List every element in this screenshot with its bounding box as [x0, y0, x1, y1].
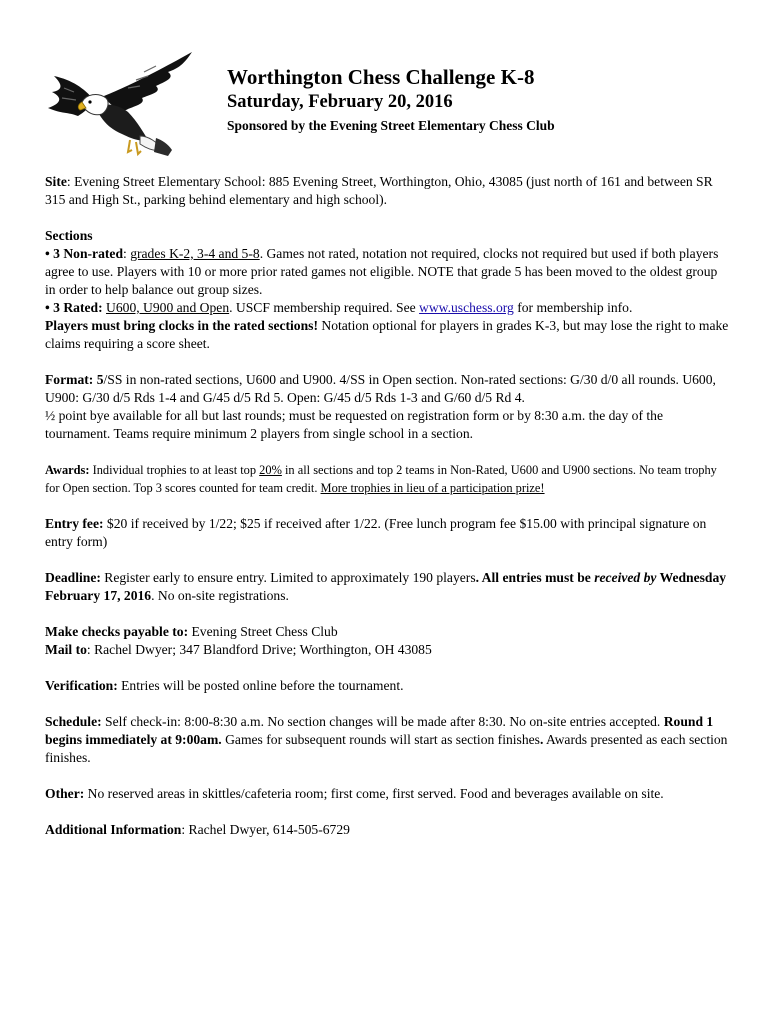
sections-heading: Sections — [45, 228, 93, 243]
entry-fee-label: Entry fee: — [45, 516, 104, 531]
schedule-paragraph: Schedule: Self check-in: 8:00-8:30 a.m. No section changes will be made after 8:30. No on-site entries accepted. Round 1 begins immediately at 9:00am. Games for subsequent rounds will start as section finishes. Awards presented as each section finishes. — [45, 714, 728, 765]
nonrated-label: • 3 Non-rated — [45, 246, 124, 261]
document-body — [45, 173, 730, 839]
site-paragraph — [45, 173, 730, 209]
bye-paragraph: ½ point bye available for all but last rounds; must be requested on registration form or by 8:30 a.m. the day of the tournament. Teams require minimum 2 players from single school in a section. — [45, 408, 663, 441]
rated-label: • 3 Rated: — [45, 300, 103, 315]
entry-fee-paragraph: Entry fee: $20 if received by 1/22; $25 if received after 1/22. (Free lunch program fee $15.00 with principal signature on entry form) — [45, 516, 707, 549]
rated-sections: U600, U900 and Open — [106, 300, 230, 315]
eagle-icon — [44, 48, 194, 160]
rated-paragraph: • 3 Rated: U600, U900 and Open. USCF membership required. See www.uschess.org for membership info. — [45, 300, 633, 315]
other-label: Other: — [45, 786, 85, 801]
other-paragraph: Other: No reserved areas in skittles/cafeteria room; first come, first served. Food and beverages available on site. — [45, 786, 664, 801]
awards-percent: 20% — [259, 463, 282, 477]
clocks-notice: Players must bring clocks in the rated sections! — [45, 318, 318, 333]
schedule-label: Schedule: — [45, 714, 102, 729]
deadline-label: Deadline: — [45, 570, 101, 585]
round1-notice: Round 1 begins immediately at 9:00am. — [45, 714, 714, 747]
format-paragraph: Format: 5/SS in non-rated sections, U600 and U900. 4/SS in Open section. Non-rated sections: G/30 d/0 all rounds. U600, U900: G/30 d/5 Rds 1-4 and G/45 d/5 Rd 5. Open: G/45 d/5 Rds 1-3 and G/60 d/5 Rd 4. — [45, 372, 716, 405]
additional-info-paragraph: Additional Information: Rachel Dwyer, 614-505-6729 — [45, 822, 350, 837]
site-text: : Evening Street Elementary School: 885 Evening Street, Worthington, Ohio, 43085 (just north of 161 and between SR 315 and High St., parking behind elementary and high school). — [45, 174, 713, 207]
page-title: Worthington Chess Challenge K-8 — [227, 65, 535, 89]
format-label: Format: 5 — [45, 372, 104, 387]
mail-label: Mail to — [45, 642, 87, 657]
eagle-logo — [44, 48, 194, 160]
verification-label: Verification: — [45, 678, 118, 693]
mail-paragraph: Mail to: Rachel Dwyer; 347 Blandford Drive; Worthington, OH 43085 — [45, 642, 432, 657]
awards-label: Awards: — [45, 463, 90, 477]
deadline-paragraph: Deadline: Register early to ensure entry. Limited to approximately 190 players. All entries must be received by Wednesday February 17, 2016. No on-site registrations. — [45, 570, 727, 603]
additional-info-label: Additional Information — [45, 822, 182, 837]
awards-paragraph: Awards: Individual trophies to at least top 20% in all sections and top 2 teams in Non-Rated, U600 and U900 sections. No team trophy for Open section. Top 3 scores counted for team credit. More trophies in lieu of a participation prize! — [45, 463, 717, 495]
sponsor-line: Sponsored by the Evening Street Elementary Chess Club — [227, 118, 555, 133]
header — [227, 64, 555, 135]
nonrated-grades: grades K-2, 3-4 and 5-8 — [130, 246, 260, 261]
more-trophies-note: More trophies in lieu of a participation prize! — [320, 481, 545, 495]
site-label: Site — [45, 174, 67, 189]
event-date: Saturday, February 20, 2016 — [227, 92, 453, 112]
nonrated-paragraph: • 3 Non-rated: grades K-2, 3-4 and 5-8. Games not rated, notation not required, clocks not required but used if both players agree to use. Players with 10 or more prior rated games not eligible. NOTE that grade 5 has been moved to the oldest group in order to help balance out group sizes. — [45, 246, 719, 297]
checks-paragraph: Make checks payable to: Evening Street Chess Club — [45, 624, 338, 639]
clocks-paragraph: Players must bring clocks in the rated sections! Notation optional for players in grades K-3, but may lose the right to make claims requiring a score sheet. — [45, 318, 729, 351]
checks-label: Make checks payable to: — [45, 624, 189, 639]
uschess-link[interactable]: www.uschess.org — [419, 300, 514, 315]
verification-paragraph: Verification: Entries will be posted online before the tournament. — [45, 678, 404, 693]
